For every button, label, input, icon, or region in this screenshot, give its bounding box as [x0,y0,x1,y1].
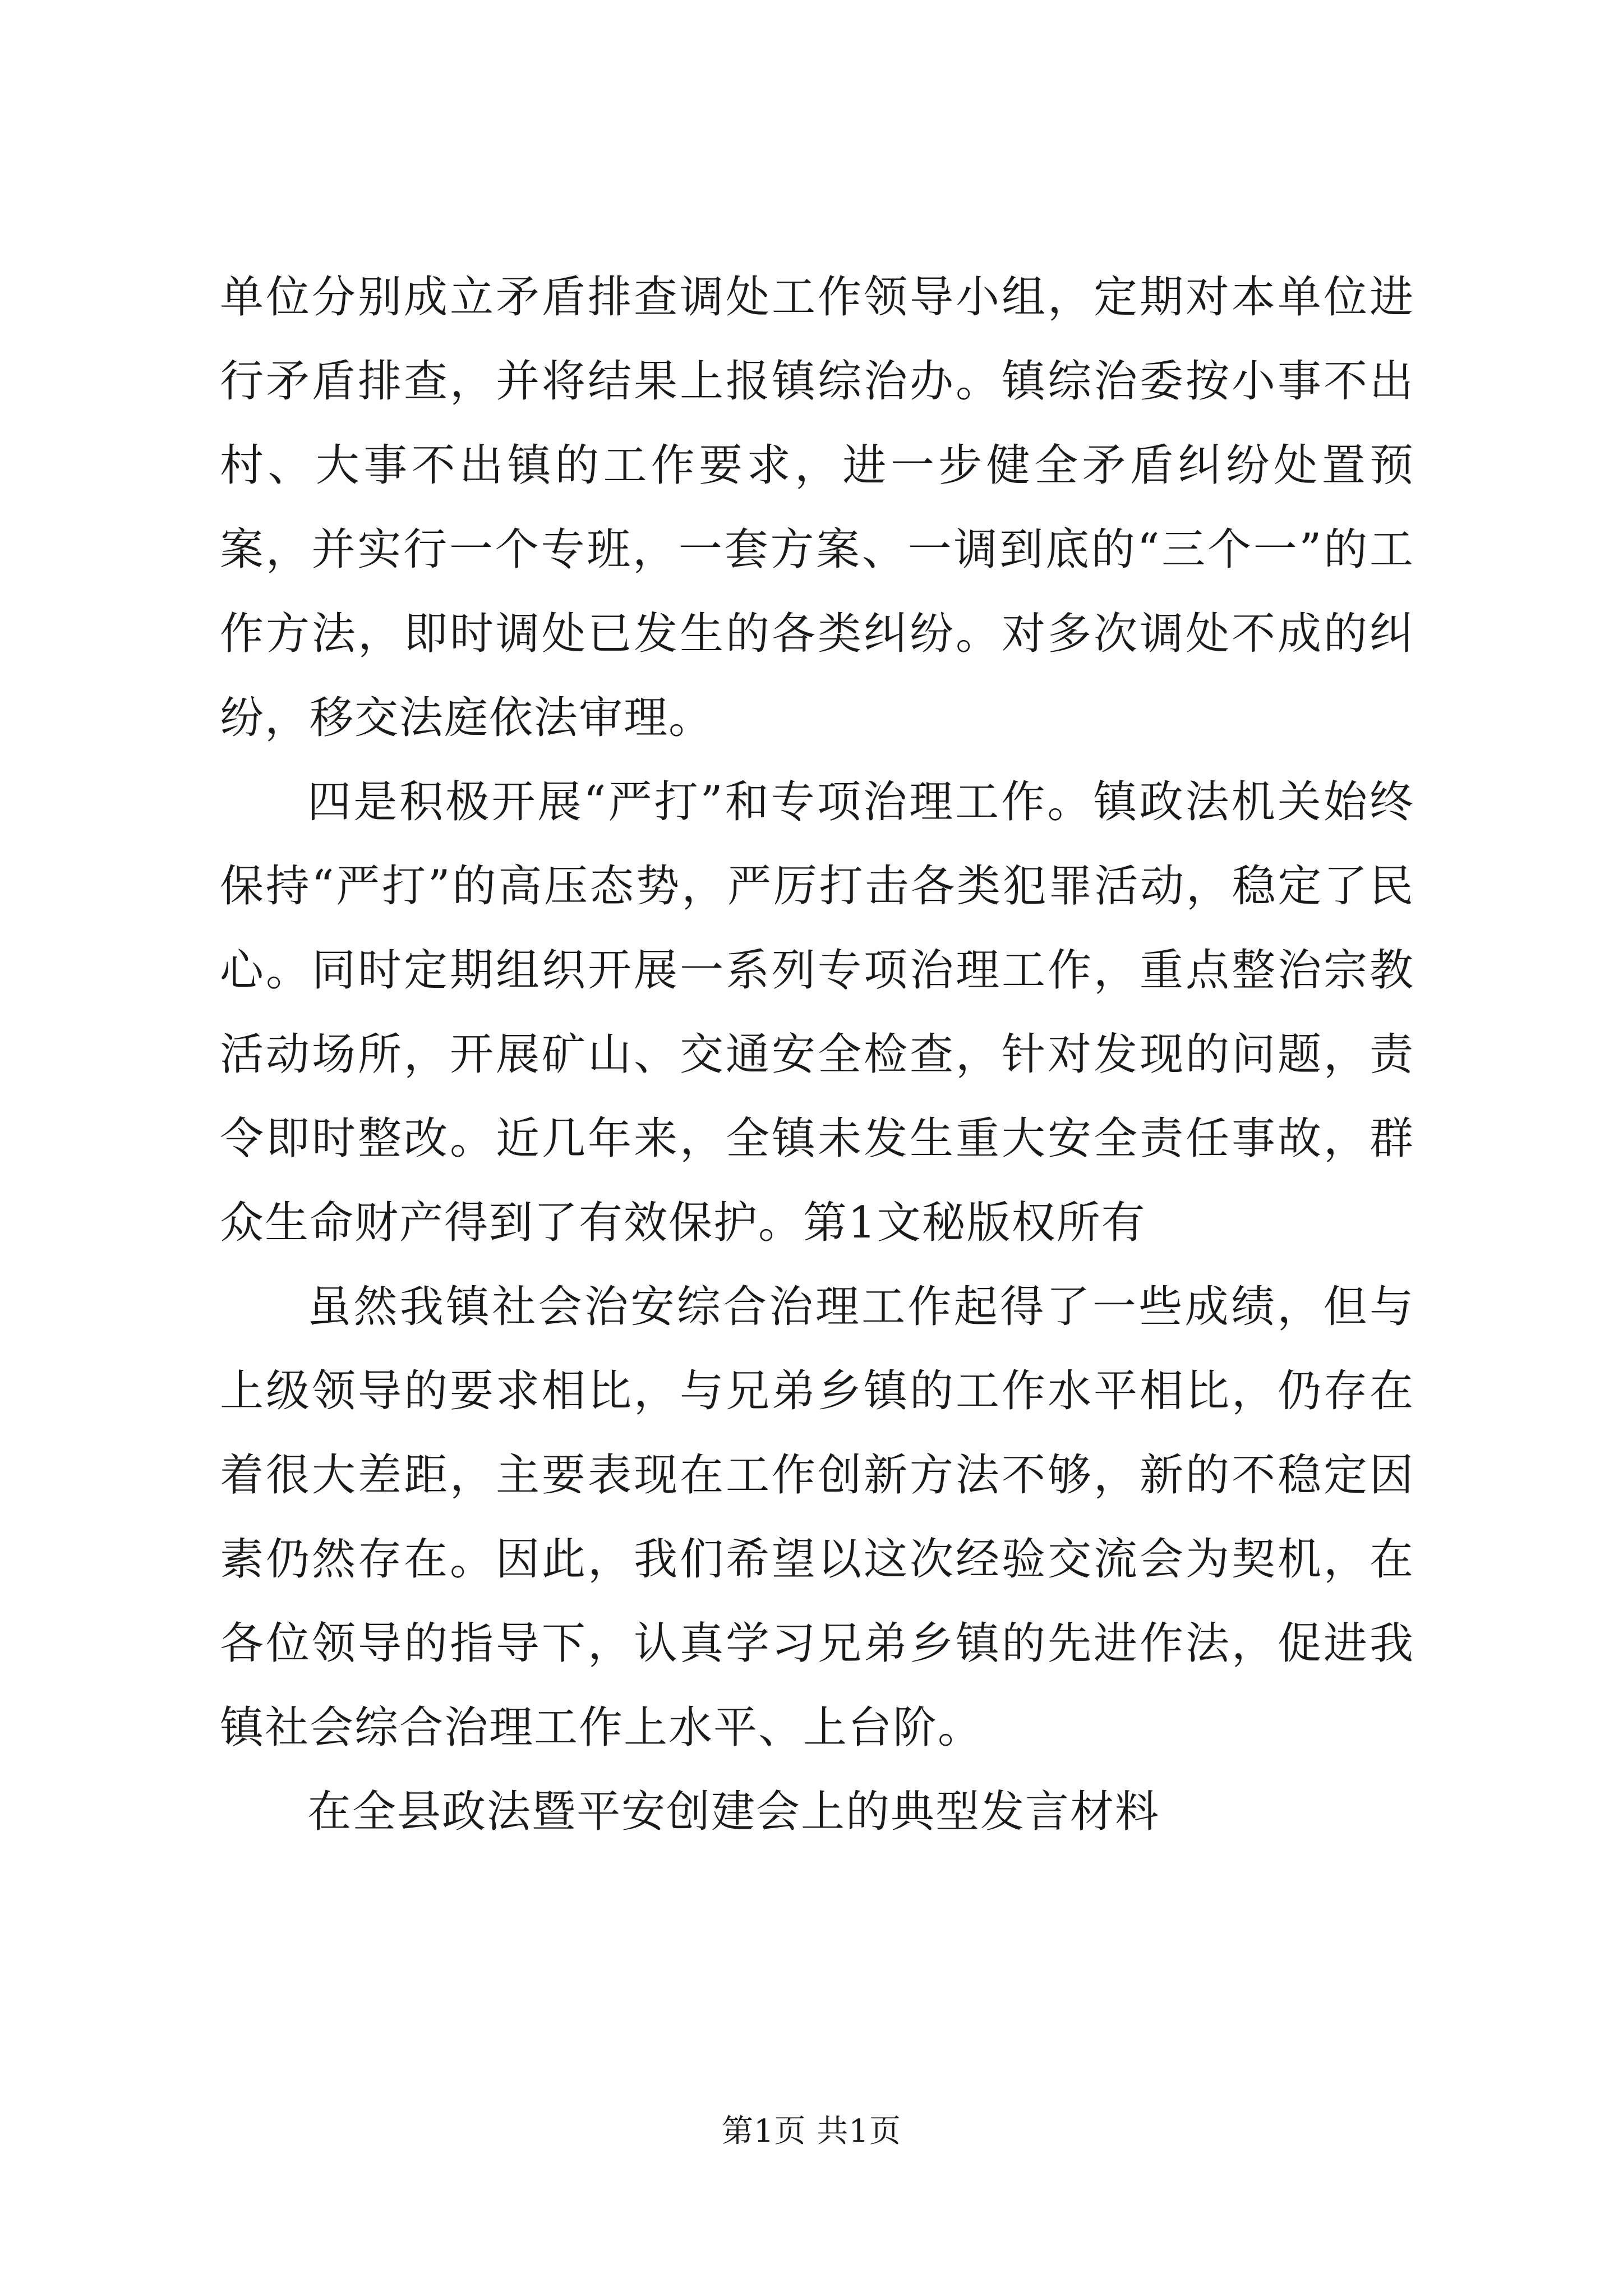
paragraph-4-title: 在全县政法暨平安创建会上的典型发言材料 [307,1787,1160,1837]
page-number-footer: 第1页 共1页 [721,2113,902,2150]
paragraph-2: 四是积极开展“严打”和专项治理工作。镇政法机关始终保持“严打”的高压态势，严厉打击各类犯罪活动，稳定了民心。同时定期组织开展一系列专项治理工作，重点整治宗教活动场所，开展矿山、交通安全检查，针对发现的问题，责令即时整改。近几年来，全镇未发生重大安全责任事故，群众生命财产得到了有效保护。第1文秘版权所有 [220,777,1414,1248]
document-body [220,255,1414,1854]
paragraph-3: 虽然我镇社会治安综合治理工作起得了一些成绩，但与上级领导的要求相比，与兄弟乡镇的工作水平相比，仍存在着很大差距，主要表现在工作创新方法不够，新的不稳定因素仍然存在。因此，我们希望以这次经验交流会为契机，在各位领导的指导下，认真学习兄弟乡镇的先进作法，促进我镇社会综合治理工作上水平、上台阶。 [220,1282,1414,1753]
paragraph-1: 单位分别成立矛盾排查调处工作领导小组，定期对本单位进行矛盾排查，并将结果上报镇综治办。镇综治委按小事不出村、大事不出镇的工作要求，进一步健全矛盾纠纷处置预案，并实行一个专班，一套方案、一调到底的“三个一”的工作方法，即时调处已发生的各类纠纷。对多次调处不成的纠纷，移交法庭依法审理。 [220,272,1414,743]
